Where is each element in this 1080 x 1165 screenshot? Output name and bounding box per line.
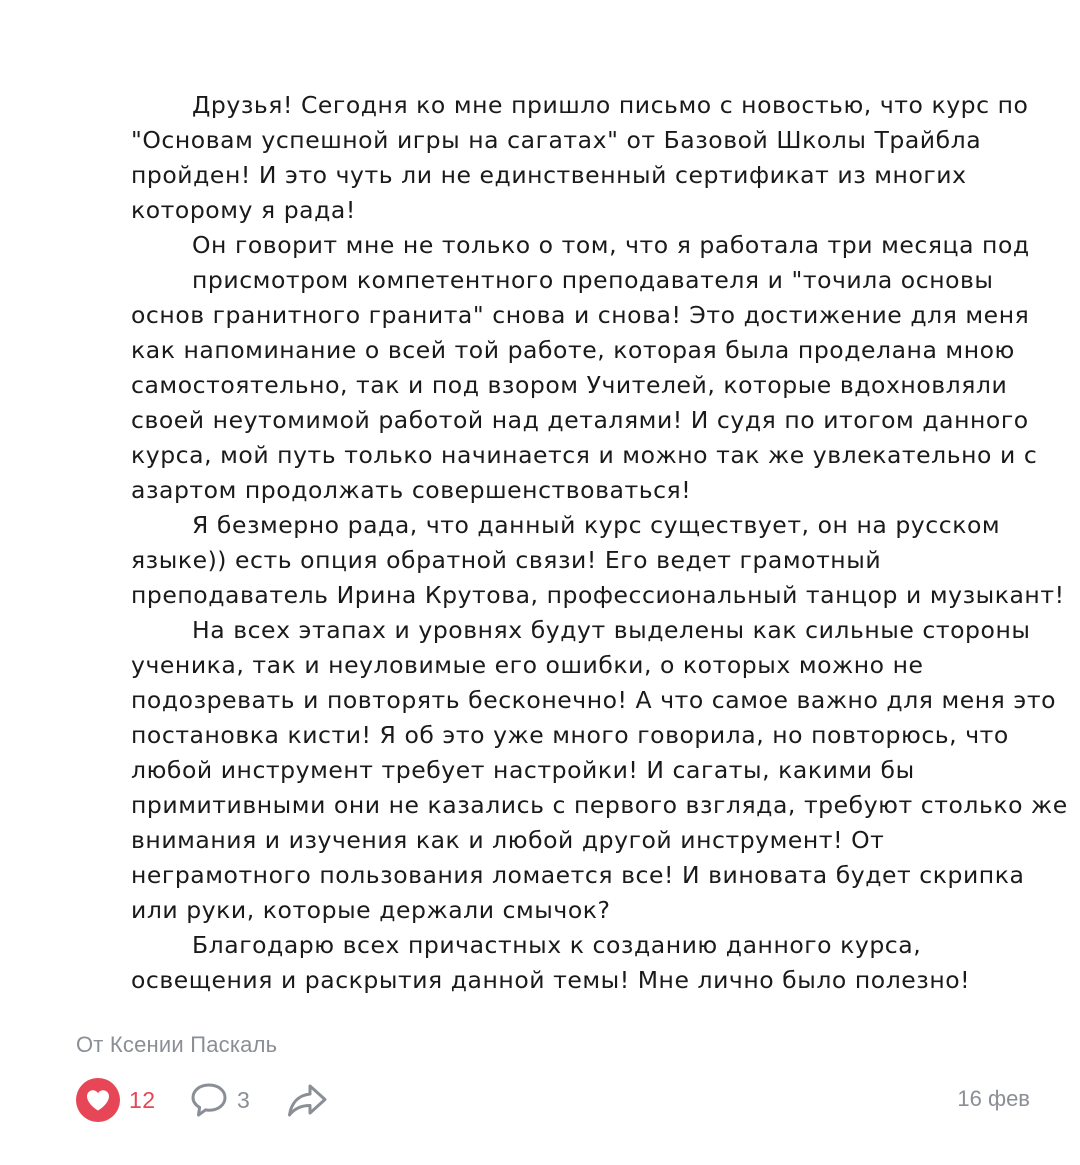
comment-button[interactable]: [190, 1077, 250, 1123]
text-line: самостоятельно, так и под взором Учителей, которые вдохновляли: [131, 371, 1008, 399]
post-paragraph-5: [70, 928, 1055, 998]
text-line: внимания и изучения как и любой другой инструмент! От: [131, 826, 885, 854]
text-line: Он говорит мне не только о том, что я работала три месяца под: [192, 231, 1030, 259]
post-paragraph-3: [70, 508, 1065, 613]
heart-icon: [85, 1088, 111, 1112]
text-line: Благодарю всех причастных к созданию данного курса,: [192, 931, 922, 959]
text-line: постановка кисти! Я об это уже много говорила, но повторюсь, что: [131, 721, 1009, 749]
post-paragraph-2: [70, 228, 1055, 508]
text-line: неграмотного пользования ломается все! И виновата будет скрипка: [131, 861, 1025, 889]
share-icon: [286, 1081, 328, 1119]
text-line: примитивными они не казались с первого взгляда, требуют столько же: [131, 791, 1068, 819]
post-author[interactable]: От Ксении Паскаль: [76, 1032, 278, 1057]
text-line: преподаватель Ирина Крутова, профессиональный танцор и музыкант!: [131, 581, 1065, 609]
text-line: или руки, которые держали смычок?: [131, 896, 611, 924]
share-button[interactable]: [286, 1077, 328, 1123]
text-line: Я безмерно рада, что данный курс существует, он на русском: [192, 511, 1001, 539]
text-line: которому я рада!: [131, 196, 356, 224]
post-actions: [76, 1077, 1036, 1123]
text-line: На всех этапах и уровнях будут выделены как сильные стороны: [192, 616, 1031, 644]
comment-count: 3: [237, 1086, 251, 1113]
text-line: подозревать и повторять бесконечно! А что самое важно для меня это: [131, 686, 1056, 714]
like-circle: [76, 1078, 120, 1122]
post-date: 16 фев: [957, 1086, 1030, 1111]
text-line: азартом продолжать совершенствоваться!: [131, 476, 692, 504]
text-line: освещения и раскрытия данной темы! Мне лично было полезно!: [131, 966, 971, 994]
text-line: Друзья! Сегодня ко мне пришло письмо с новостью, что курс по: [192, 91, 1029, 119]
post-paragraph-1: [70, 88, 1055, 228]
text-line: как напоминание о всей той работе, которая была проделана мною: [131, 336, 1015, 364]
text-line: "Основам успешной игры на сагатах" от Базовой Школы Трайбла: [131, 126, 982, 154]
text-line: основ гранитного гранита" снова и снова! Это достижение для меня: [131, 301, 1030, 329]
like-button[interactable]: [76, 1077, 156, 1123]
post-paragraph-4: [70, 613, 1068, 928]
text-line: присмотром компетентного преподавателя и "точила основы: [192, 266, 994, 294]
post-text: [70, 88, 1068, 998]
text-line: пройден! И это чуть ли не единственный сертификат из многих: [131, 161, 967, 189]
text-line: курса, мой путь только начинается и можно так же увлекательно и с: [131, 441, 1038, 469]
text-line: языке)) есть опция обратной связи! Его ведет грамотный: [131, 546, 882, 574]
comment-icon: [190, 1081, 228, 1119]
like-count: 12: [129, 1086, 156, 1113]
text-line: любой инструмент требует настройки! И сагаты, какими бы: [131, 756, 915, 784]
text-line: ученика, так и неуловимые его ошибки, о которых можно не: [131, 651, 924, 679]
text-line: своей неутомимой работой над деталями! И судя по итогом данного: [131, 406, 1029, 434]
